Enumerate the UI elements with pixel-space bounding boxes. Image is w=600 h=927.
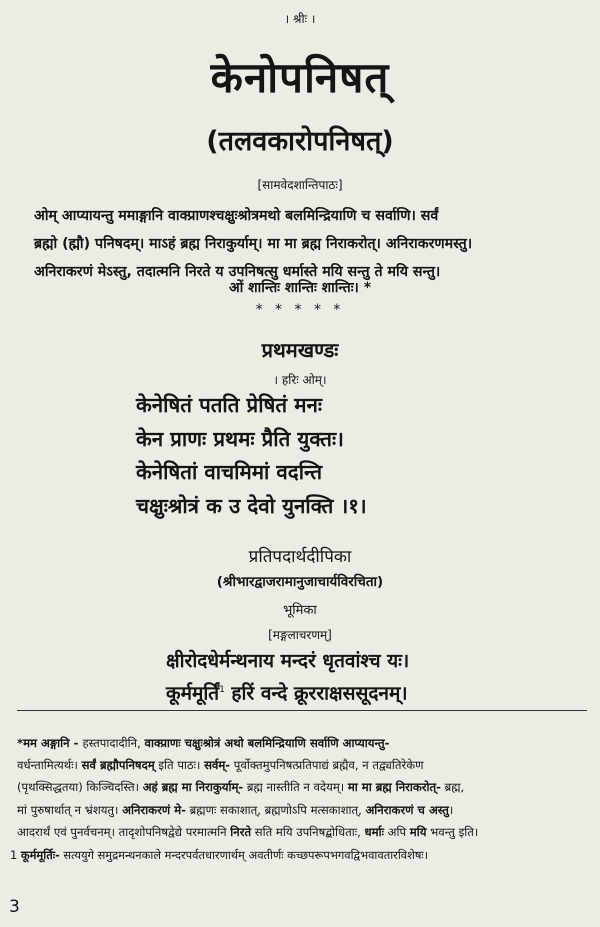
shanti-path-label: [सामवेदशान्तिपाठः] <box>257 178 343 192</box>
shanti-line: ब्रह्मो (ह्मौ) पनिषदम्। माऽहं ब्रह्म निराकुर्याम्। मा मा ब्रह्म निराकरोत्। अनिराकरणमस्तु। <box>34 236 473 252</box>
mangala-text: हरिं वन्दे क्रूरराक्षससूदनम्। <box>224 682 408 705</box>
notes-block <box>17 732 583 843</box>
verse-line: चक्षुःश्रोत्रं क उ देवो युनक्ति ।१। <box>136 493 367 518</box>
note-line: वर्धन्तामित्यर्थः। सर्वं ब्रह्मौपनिषदम् इति पाठः। सर्वम्- पूर्वोक्तमुपनिषत्प्रतिपाद्यं ब्रह्मैव, न तद्व्यतिरेकेण <box>17 758 424 773</box>
page-title: केनोपनिषत् <box>210 53 390 102</box>
mangala-line: क्षीरोदधेर्मन्थनाय मन्दरं धृतवांश्च यः। <box>166 650 410 672</box>
footnote-term: कूर्ममूर्तिः- <box>20 848 60 862</box>
commentary-author: (श्रीभारद्वाजरामानुजाचार्यविरचिता) <box>216 574 384 590</box>
section-invocation: । हरिः ओम्। <box>273 373 327 387</box>
footnote <box>10 846 590 864</box>
verse-line: केनेषितं पतति प्रेषितं मनः <box>136 393 322 417</box>
footnote-text: सत्ययुगे समुद्रमन्थनकाले मन्दरपर्वतधारणार्थम् अवतीर्णः कच्छपरूपभगवद्विभवावतारविशेषः। <box>59 848 429 862</box>
shanti-path-text <box>34 202 574 286</box>
intro-heading: भूमिका <box>283 603 317 618</box>
footnote-marker: 1 <box>219 685 225 695</box>
page-invocation: । श्रीः । <box>284 12 316 26</box>
verse-line: केन प्राणः प्रथमः प्रैति युक्तः। <box>136 426 344 451</box>
verse-line: केनेषितां वाचमिमां वदन्ति <box>136 460 323 484</box>
mangala-label: [मङ्गलाचरणम्] <box>268 628 332 642</box>
notes-divider <box>17 710 587 711</box>
section-title: प्रथमखण्डः <box>261 338 339 362</box>
footnote-number: 1 <box>10 848 18 862</box>
mangala-line <box>166 676 409 708</box>
section-separator: * * * * * <box>255 302 345 318</box>
note-line: (पृथक्सिद्धतया) किञ्चिदस्ति। अहं ब्रह्म मा निराकुर्याम्- ब्रह्म नास्तीति न वदेयम्। मा मा ब्रह्म निराकरोत्- ब्रह्म, <box>17 780 465 795</box>
mangala-term: कूर्ममूर्तिं <box>166 682 220 705</box>
note-line: मां पुरुषार्थात् न भ्रंशयतु। अनिराकरणं मे- ब्रह्मणः सकाशात्, ब्रह्मणोऽपि मत्सकाशात्, अनिराकरणं च अस्तु। <box>17 802 454 817</box>
mantra-verse <box>136 389 367 523</box>
note-line: *मम अङ्गानि - हस्तपादादीनि, वाक्प्राणः चक्षुःश्रोत्रं अथो बलमिन्द्रियाणि सर्वाणि आप्यायन्तु- <box>17 736 390 750</box>
page-subtitle: (तलवकारोपनिषत्) <box>206 126 394 157</box>
shanti-line: अनिराकरणं मेऽस्तु, तदात्मनि निरते य उपनिषत्सु धर्मास्ते मयि सन्तु ते मयि सन्तु। <box>34 264 441 280</box>
shanti-line: ओम् आप्यायन्तु ममाङ्गानि वाक्प्राणश्चक्षुःश्रोत्रमथो बलमिन्द्रियाणि च सर्वाणि। सर्वं <box>34 208 439 224</box>
page-number: 3 <box>9 897 20 917</box>
mangala-verse <box>166 647 409 708</box>
note-line: आदरार्थं एवं पुनर्वचनम्। तादृशोपनिषद्वेद्ये परमात्मनि निरते सति मयि उपनिषद्बोधिताः, धर्माः अपि मयि भवन्तु इति। <box>17 824 479 839</box>
shanti-closing: ओं शान्तिः शान्तिः शान्तिः। * <box>228 280 372 296</box>
commentary-title: प्रतिपदार्थदीपिका <box>248 547 352 567</box>
